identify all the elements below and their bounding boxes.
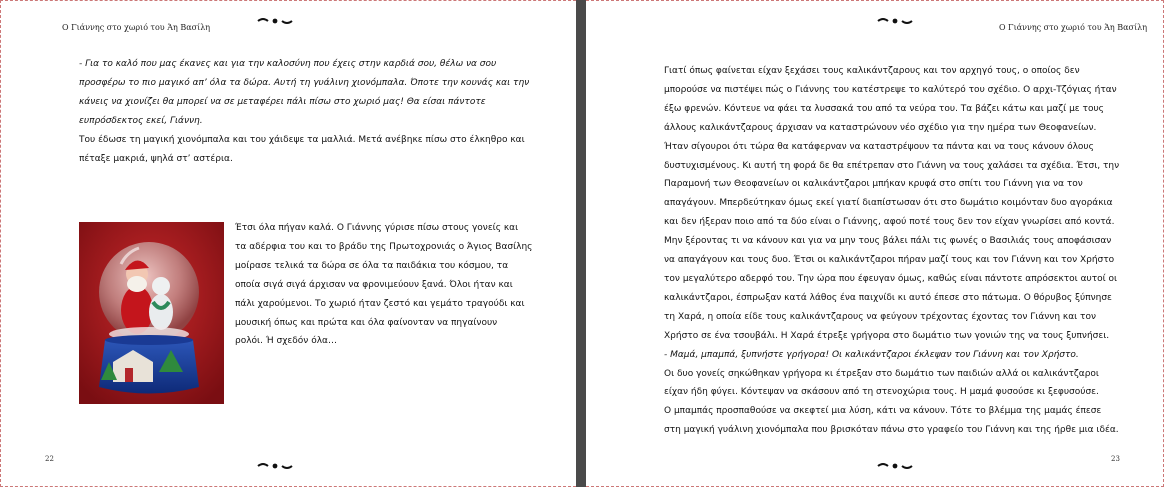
footer-ornament-icon [255, 461, 295, 471]
book-spine [576, 0, 586, 487]
caption-line: Έτσι όλα πήγαν καλά. Ο Γιάννης γύρισε πίσω στους γονείς και [235, 223, 519, 233]
body-line: μπορούσε να πιστέψει πώς ο Γιάννης του κατέστρεψε το καλύτερό του σχέδιο. Ο αρχι-Τζόγιας ήταν [664, 84, 1117, 95]
caption-line: ρολόι. Ή σχεδόν όλα… [235, 336, 337, 347]
body-line: Ο μπαμπάς προσπαθούσε να σκεφτεί μια λύση, κάτι να κάνουν. Τότε το βλέμμα της μαμάς έπεσε [664, 406, 1102, 417]
narration-line: πέταξε μακριά, ψηλά στ’ αστέρια. [79, 153, 233, 164]
body-line: έξω φρενών. Κόντευε να φάει τα λυσσακά του από τα νεύρα του. Τα βάζει κάτω και μαζί με τους [664, 103, 1104, 114]
caption-line: μουσική όπως και πρώτα και όλα φαίνονταν να πηγαίνουν [235, 317, 498, 328]
body-line: Μην ξέροντας τι να κάνουν και για να μην τους βάλει πάλι τις φωνές ο Βασιλιάς τους αποφάσισαν [664, 236, 1112, 247]
left-page [0, 0, 576, 487]
body-line: στη μαγική γυάλινη χιονόμπαλα που βρισκόταν πάνω στο γραφείο του Γιάννη και της ήρθε μια ιδέα. [664, 425, 1119, 436]
body-line: Χρήστο σε ένα τσουβάλι. Η Χαρά έτρεξε γρήγορα στο δωμάτιο των γονιών της να τους ξυπνήσει. [664, 330, 1110, 341]
header-ornament-icon [255, 16, 295, 26]
body-line: δυστυχισμένους. Κι αυτή τη φορά δε θα επέτρεπαν στο Γιάννη να τους χαλάσει τα σχέδια. Έτσι, την [664, 160, 1120, 171]
caption-line: μοίρασε τελικά τα δώρα σε όλα τα παιδάκια του κόσμου, τα [235, 260, 509, 271]
body-line: Οι δυο γονείς σηκώθηκαν γρήγορα κι έτρεξαν στο δωμάτιο των παιδιών αλλά οι καλικάντζαροι [664, 368, 1099, 379]
running-head: Ο Γιάννης στο χωριό του Άη Βασίλη [998, 23, 1147, 32]
body-line: τη Χαρά, η οποία είδε τους καλικάντζαρους να φεύγουν τρέχοντας έχοντας τον Γιάννη και τον [664, 311, 1096, 322]
body-line: να απαγάγουν και τους δυο. Έτσι οι καλικάντζαροι πήραν μαζί τους και τον Γιάννη και τον Χρήστο [664, 255, 1115, 266]
header-ornament-icon [875, 16, 915, 26]
dialogue-line: ευπρόσδεκτος εκεί, Γιάννη. [79, 115, 203, 126]
running-head: Ο Γιάννης στο χωριό του Άη Βασίλη [62, 23, 211, 32]
body-line: - Μαμά, μπαμπά, ξυπνήστε γρήγορα! Οι καλικάντζαροι έκλεψαν τον Γιάννη και τον Χρήστο. [664, 349, 1079, 360]
caption-line: πάλι χαρούμενοι. Το χωριό ήταν ζεστό και γεμάτο τραγούδι και [235, 298, 525, 309]
dialogue-line: κάνεις να χιονίζει θα μπορεί να σε μεταφέρει πάλι πίσω στο χωριό μας! Θα είσαι πάντοτε [79, 96, 486, 107]
dialogue-line: - Για το καλό που μας έκανες και για την καλοσύνη που έχεις στην καρδιά σου, θέλω να σου [79, 59, 497, 69]
caption-line: τα αδέρφια του και το βράδυ της Πρωτοχρονιάς ο Άγιος Βασίλης [235, 241, 533, 252]
body-line: άλλους καλικάντζαρους άρχισαν να καταστρώνουν νέο σχέδιο για την ημέρα των Θεοφανείων. [664, 122, 1097, 133]
page-number: 22 [45, 455, 54, 463]
snow-globe-photo [79, 222, 224, 404]
body-line: καλικάντζαροι, έσπρωξαν κατά λάθος ένα παιχνίδι κι αυτό έπεσε στο πάτωμα. Ο θόρυβος ξύπνησε [664, 292, 1112, 303]
caption-block [235, 219, 555, 351]
right-page [586, 0, 1164, 487]
page-number: 23 [1111, 455, 1120, 463]
dialogue-line: προσφέρω το πιο μαγικό απ’ όλα τα δώρα. Αυτή τη γυάλινη χιονόμπαλα. Όποτε την κουνάς και την [79, 77, 530, 88]
body-line: είχαν ήδη φύγει. Κόντεψαν να σκάσουν από τη στενοχώρια τους. Η μαμά φυσούσε κι ξεφυσούσε. [664, 387, 1099, 398]
body-line: απαγάγουν. Μπερδεύτηκαν όμως εκεί γιατί διαπίστωσαν ότι στο δωμάτιο κοιμόνταν δυο αγοράκια [664, 198, 1113, 209]
caption-line: οποία σιγά σιγά άρχισαν να φρονιμεύουν ξανά. Όλοι ήταν και [235, 279, 513, 290]
body-text-block [664, 62, 1144, 440]
footer-ornament-icon [875, 461, 915, 471]
body-line: Ήταν σίγουροι ότι τώρα θα κατάφερναν να καταστρέψουν τα πάντα και να τους κάνουν όλους [664, 141, 1094, 152]
body-line: τον μεγαλύτερο αδερφό του. Την ώρα που έφευγαν όμως, καθώς είναι πάντοτε απρόσεκτοι αυτοί οι [664, 273, 1118, 284]
body-line: και δεν ήξεραν ποιο από τα δύο είναι ο Γιάννης, αφού ποτέ τους δεν τον είχαν γνωρίσει από κοντά. [664, 217, 1115, 228]
narration-line: Του έδωσε τη μαγική χιονόμπαλα και του χάιδεψε τα μαλλιά. Μετά ανέβηκε πίσω στο έλκηθρο και [79, 134, 525, 145]
dialogue-block [79, 55, 539, 168]
body-line: Παραμονή των Θεοφανείων οι καλικάντζαροι μπήκαν κρυφά στο σπίτι του Γιάννη για να τον [664, 179, 1083, 190]
body-line: Γιατί όπως φαίνεται είχαν ξεχάσει τους καλικάντζαρους και τον αρχηγό τους, ο οποίος δεν [664, 66, 1080, 76]
